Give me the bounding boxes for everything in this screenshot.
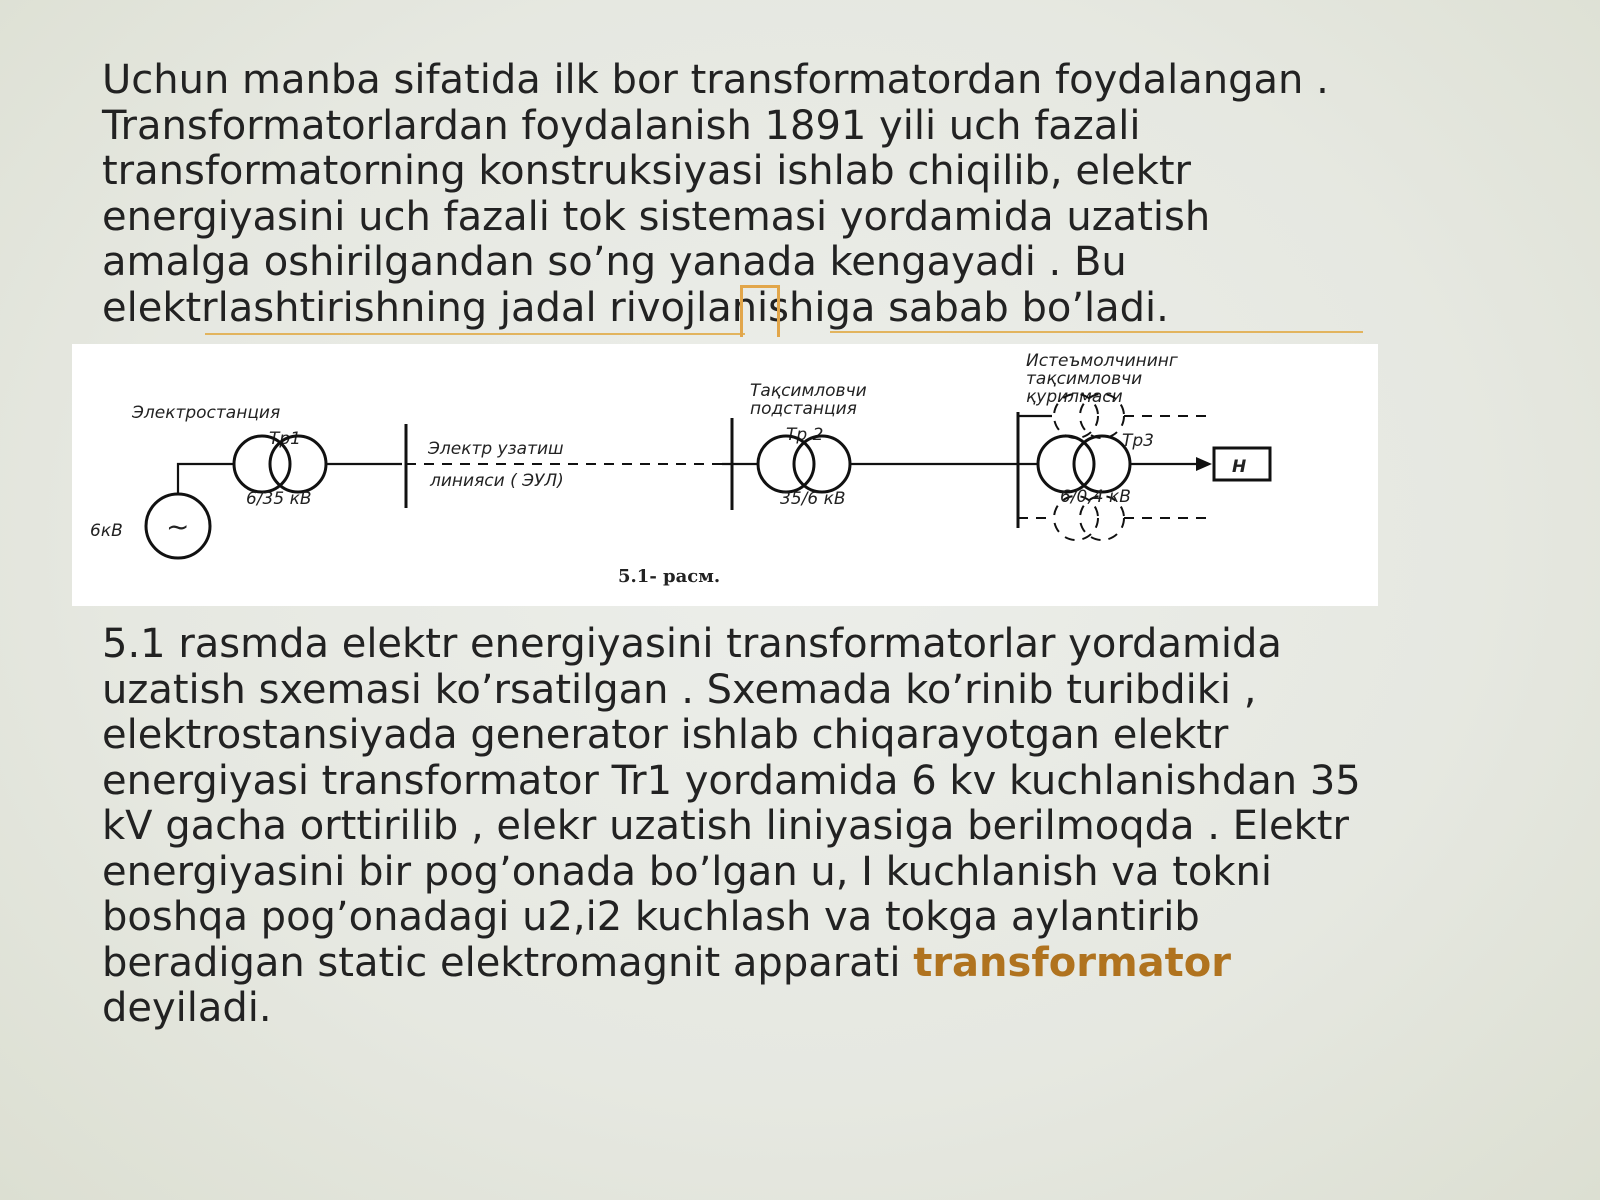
tr3-secondary-coil	[1074, 436, 1130, 492]
decor-underline-left	[205, 333, 745, 335]
power-station-label: Электростанция	[132, 403, 281, 423]
arrow-icon	[1196, 457, 1212, 471]
generator-lead	[178, 464, 234, 494]
paragraph-2	[102, 622, 1362, 1032]
line-label-top: Электр узатиш	[428, 439, 564, 459]
tr3-ratio-label: 6/0,4 кВ	[1060, 487, 1131, 507]
decor-bracket	[740, 285, 780, 337]
consumer-label-3: қурилмаси	[1026, 387, 1123, 407]
line-label-bottom: линияси ( ЭУЛ)	[430, 471, 564, 491]
tr3-primary-coil	[1038, 436, 1094, 492]
consumer-label-1: Истеъмолчининг	[1026, 351, 1178, 371]
tr2-label: Тр 2	[786, 425, 824, 445]
substation-label-2: подстанция	[750, 399, 857, 419]
tr3-label: Тр3	[1122, 431, 1154, 451]
tr1-ratio-label: 6/35 кВ	[246, 489, 312, 509]
figure-caption: 5.1- расм.	[618, 566, 721, 587]
tr2-ratio-label: 35/6 кВ	[780, 489, 846, 509]
tr1-label: Тр1	[269, 429, 301, 449]
paragraph-2-end: deyiladi.	[102, 985, 272, 1031]
paragraph-2-body: 5.1 rasmda elektr energiyasini transformatorlar yordamida uzatish sxemasi ko’rsatilgan . Sxemada ko’rinib turibdiki , elektrostansiyada generator ishlab chiqarayotgan elektr energiyasi transformator Tr1 yordamida 6 kv kuchlanishdan 35 kV gacha orttirilib , elekr uzatish liniyasiga berilmoqda . Elektr energiyasini bir pog’onada bo’lgan u, I kuchlanish va tokni boshqa pog’onadagi u2,i2 kuchlash va tokga aylantirib beradigan static elektromagnit apparati	[102, 621, 1361, 986]
tr1-primary-coil	[234, 436, 290, 492]
load-label: Н	[1232, 457, 1247, 477]
paragraph-1: Uchun manba sifatida ilk bor transformatordan foydalangan . Transformatorlardan foydalanish 1891 yili uch fazali transformatorning konstruksiyasi ishlab chiqilib, elektr energiyasini uch fazali tok sistemasi yordamida uzatish amalga oshirilgandan so’ng yanada kengayadi . Bu elektrlashtirishning jadal rivojlanishiga sabab bo’ladi.	[102, 57, 1329, 331]
substation-label-1: Тақсимловчи	[750, 381, 867, 401]
decor-underline-right	[830, 331, 1363, 333]
consumer-label-2: тақсимловчи	[1026, 369, 1143, 389]
highlighted-term: transformator	[913, 939, 1231, 986]
generator-tilde: ~	[166, 510, 190, 543]
transmission-diagram	[72, 344, 1378, 606]
transmission-diagram-figure	[72, 344, 1378, 606]
generator-voltage-label: 6кВ	[90, 521, 123, 541]
